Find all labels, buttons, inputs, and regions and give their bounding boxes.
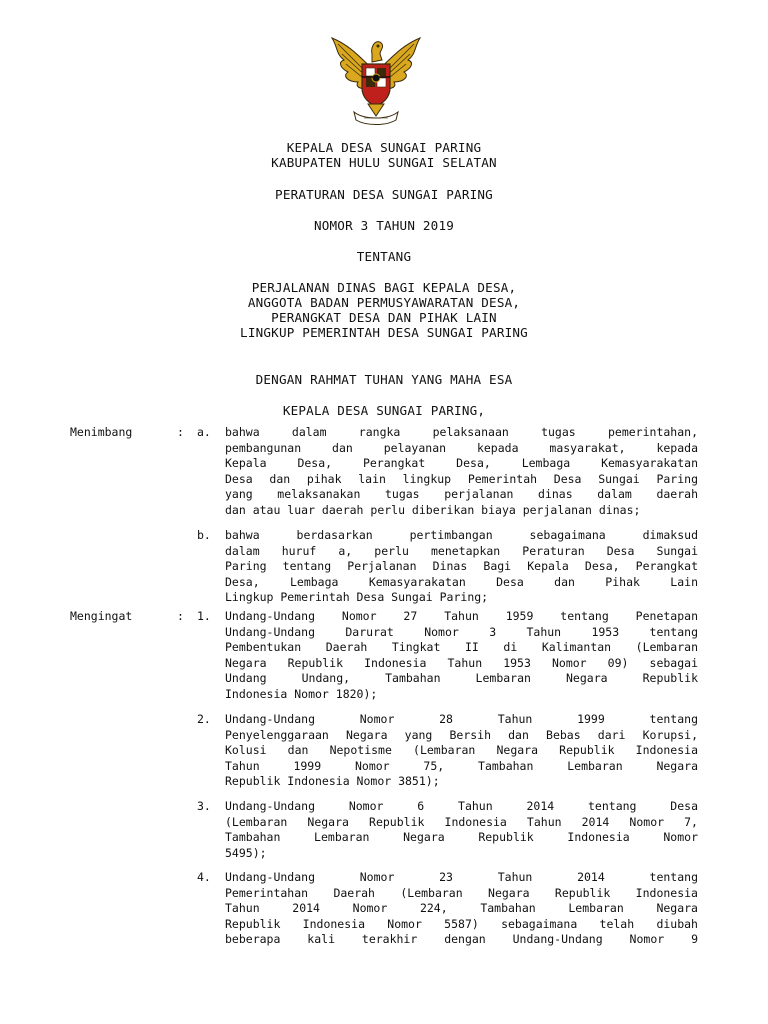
- text-line: Desa dan pihak lain lingkup Pemerintah Desa Sungai Paring: [225, 471, 698, 486]
- text-line: yang melaksanakan tugas perjalanan dinas dalam daerah: [225, 487, 698, 502]
- mengingat-item-4: [225, 870, 698, 948]
- about-label: TENTANG: [356, 249, 412, 264]
- text-line: Lingkup Pemerintah Desa Sungai Paring;: [225, 590, 489, 605]
- title-line: PERANGKAT DESA DAN PIHAK LAIN: [271, 310, 497, 325]
- doc-type: PERATURAN DESA SUNGAI PARING: [275, 187, 493, 202]
- text-line: Undang-Undang Nomor 23 Tahun 2014 tentang: [225, 870, 698, 884]
- mengingat-colon: :: [177, 609, 184, 623]
- authority-line-2: KABUPATEN HULU SUNGAI SELATAN: [271, 155, 497, 170]
- garuda-emblem-icon: [324, 32, 428, 128]
- authority-line-1: KEPALA DESA SUNGAI PARING: [286, 140, 482, 155]
- item-marker: 4.: [197, 870, 211, 884]
- text-line: (Lembaran Negara Republik Indonesia Tahun 2014 Nomor 7,: [225, 814, 698, 829]
- blessing-line: DENGAN RAHMAT TUHAN YANG MAHA ESA: [255, 372, 513, 387]
- text-line: Negara Republik Indonesia Tahun 1953 Nomor 09) sebagai: [225, 655, 698, 670]
- text-line: Paring tentang Perjalanan Dinas Bagi Kepala Desa, Perangkat: [225, 559, 698, 574]
- text-line: Undang-Undang Nomor 28 Tahun 1999 tentang: [225, 712, 698, 726]
- text-line: Indonesia Nomor 1820);: [225, 686, 378, 701]
- menimbang-item-a: [225, 425, 698, 519]
- mengingat-label: Mengingat: [70, 609, 133, 623]
- text-line: Tahun 2014 Nomor 224, Tambahan Lembaran Negara: [225, 901, 698, 916]
- menimbang-item-b: [225, 528, 698, 606]
- text-line: Pemerintahan Daerah (Lembaran Negara Republik Indonesia: [225, 885, 698, 900]
- text-line: Tambahan Lembaran Negara Republik Indonesia Nomor: [225, 830, 698, 845]
- text-line: bahwa berdasarkan pertimbangan sebagaimana dimaksud: [225, 528, 698, 542]
- menimbang-label: Menimbang: [70, 425, 133, 439]
- text-line: Undang Undang, Tambahan Lembaran Negara Republik: [225, 671, 698, 686]
- item-marker: 2.: [197, 712, 211, 726]
- item-marker: 3.: [197, 799, 211, 813]
- regulation-title: [0, 280, 768, 340]
- item-marker: 1.: [197, 609, 211, 623]
- text-line: Tahun 1999 Nomor 75, Tambahan Lembaran Negara: [225, 758, 698, 773]
- text-line: bahwa dalam rangka pelaksanaan tugas pemerintahan,: [225, 425, 698, 439]
- item-marker: a.: [197, 425, 211, 439]
- text-line: Undang-Undang Nomor 27 Tahun 1959 tentang Penetapan: [225, 609, 698, 623]
- mengingat-item-2: [225, 712, 698, 790]
- text-line: dan atau luar daerah perlu diberikan biaya perjalanan dinas;: [225, 502, 641, 517]
- text-line: Kolusi dan Nepotisme (Lembaran Negara Republik Indonesia: [225, 743, 698, 758]
- text-line: pembangunan dan pelayanan kepada masyarakat, kepada: [225, 440, 698, 455]
- text-line: 5495);: [225, 845, 267, 860]
- doc-number: NOMOR 3 TAHUN 2019: [313, 218, 455, 233]
- enactor-line: KEPALA DESA SUNGAI PARING,: [282, 403, 486, 418]
- text-line: Undang-Undang Nomor 6 Tahun 2014 tentang Desa: [225, 799, 698, 813]
- text-line: Undang-Undang Darurat Nomor 3 Tahun 1953 tentang: [225, 624, 698, 639]
- menimbang-colon: :: [177, 425, 184, 439]
- text-line: Republik Indonesia Nomor 5587) sebagaimana telah diubah: [225, 916, 698, 931]
- title-line: PERJALANAN DINAS BAGI KEPALA DESA,: [251, 280, 517, 295]
- text-line: dalam huruf a, perlu menetapkan Peraturan Desa Sungai: [225, 543, 698, 558]
- text-line: beberapa kali terakhir dengan Undang-Undang Nomor 9: [225, 932, 698, 947]
- title-line: LINGKUP PEMERINTAH DESA SUNGAI PARING: [240, 325, 528, 340]
- text-line: Desa, Lembaga Kemasyarakatan Desa dan Pihak Lain: [225, 574, 698, 589]
- text-line: Kepala Desa, Perangkat Desa, Lembaga Kemasyarakatan: [225, 456, 698, 471]
- text-line: Pembentukan Daerah Tingkat II di Kalimantan (Lembaran: [225, 640, 698, 655]
- mengingat-item-3: [225, 799, 698, 861]
- text-line: Penyelenggaraan Negara yang Bersih dan Bebas dari Korupsi,: [225, 727, 698, 742]
- text-line: Republik Indonesia Nomor 3851);: [225, 774, 440, 789]
- mengingat-item-1: [225, 609, 698, 703]
- item-marker: b.: [197, 528, 211, 542]
- title-line: ANGGOTA BADAN PERMUSYAWARATAN DESA,: [247, 295, 521, 310]
- authority-heading: [0, 140, 768, 170]
